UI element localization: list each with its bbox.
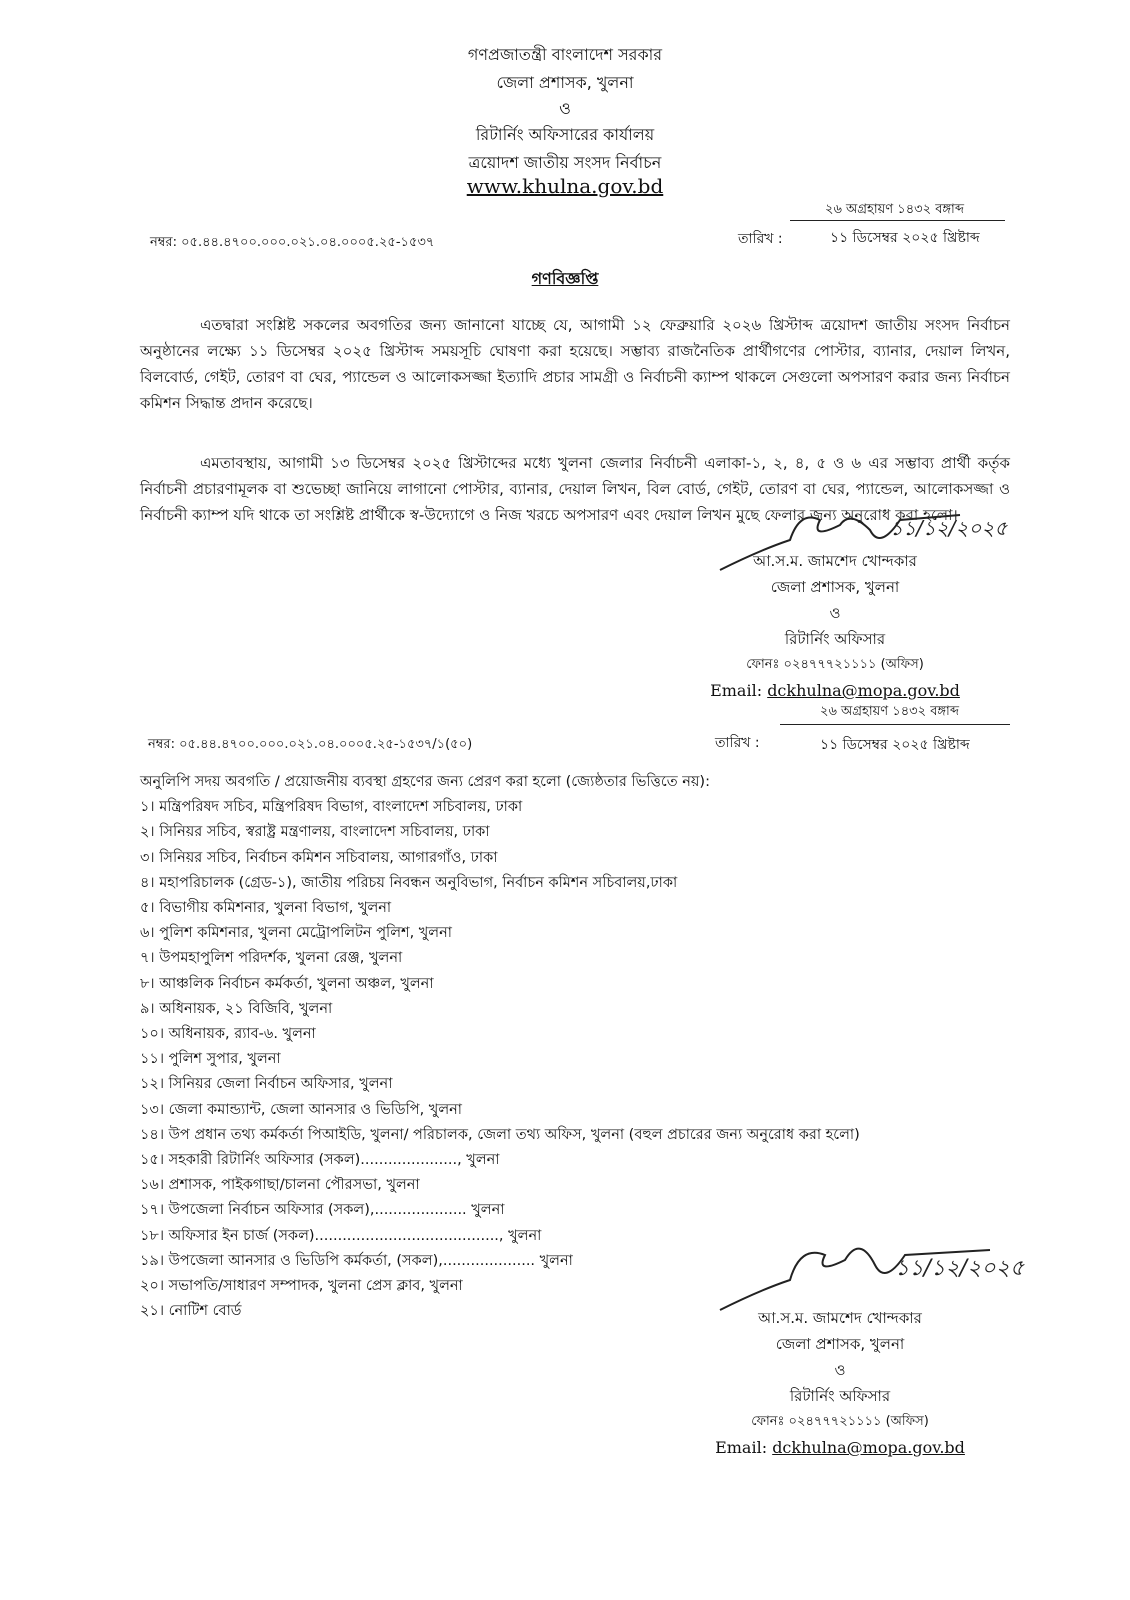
copy-list-item: ১। মন্ত্রিপরিষদ সচিব, মন্ত্রিপরিষদ বিভাগ, বাংলাদেশ সচিবালয়, ঢাকা bbox=[140, 799, 523, 816]
copy-list-item: ১২। সিনিয়র জেলা নির্বাচন অফিসার, খুলনা bbox=[140, 1076, 393, 1093]
copy-list-item: ১৪। উপ প্রধান তথ্য কর্মকর্তা পিআইডি, খুলনা/ পরিচালক, জেলা তথ্য অফিস, খুলনা (বহুল প্রচারের জন্য অনুরোধ করা হলো) bbox=[140, 1126, 860, 1143]
header-and: ও bbox=[559, 99, 571, 118]
memo2-date-bangla: ২৬ অগ্রহায়ণ ১৪৩২ বঙ্গাব্দ bbox=[820, 704, 959, 719]
signatory-phone: ফোনঃ ০২৪৭৭৭২১১১১ (অফিস) bbox=[751, 1414, 929, 1429]
copy-list-item: ১০। অধিনায়ক, র‍্যাব-৬. খুলনা bbox=[140, 1026, 316, 1043]
copy-list-item: ১১। পুলিশ সুপার, খুলনা bbox=[140, 1051, 281, 1068]
copy-list-item: ৩। সিনিয়র সচিব, নির্বাচন কমিশন সচিবালয়, আগারগাঁও, ঢাকা bbox=[140, 849, 498, 866]
copy-list-item: ৭। উপমহাপুলিশ পরিদর্শক, খুলনা রেঞ্জ, খুলনা bbox=[140, 950, 403, 967]
copy-list-item: ১৯। উপজেলা আনসার ও ভিডিপি কর্মকর্তা, (সকল),.................... খুলনা bbox=[140, 1252, 573, 1269]
signature-date: ১১/১২/২০২৫ bbox=[890, 516, 1008, 540]
memo1-date-english: ১১ ডিসেম্বর ২০২৫ খ্রিষ্টাব্দ bbox=[830, 230, 980, 246]
returning-office: রিটার্নিং অফিসারের কার্যালয় bbox=[475, 125, 655, 144]
notice-title bbox=[0, 266, 1130, 293]
signatory-name: আ.স.ম. জামশেদ খোন্দকার bbox=[753, 552, 917, 570]
copy-list-item: ১৮। অফিসার ইন চার্জ (সকল)........................................, খুলনা bbox=[140, 1227, 542, 1244]
email-link[interactable]: dckhulna@mopa.gov.bd bbox=[772, 1438, 965, 1457]
copy-list-item: ১৩। জেলা কমান্ড্যান্ট, জেলা আনসার ও ভিডিপি, খুলনা bbox=[140, 1101, 462, 1118]
copy-list-item: ১৭। উপজেলা নির্বাচন অফিসার (সকল),.................... খুলনা bbox=[140, 1202, 505, 1219]
website-link[interactable]: www.khulna.gov.bd bbox=[466, 174, 664, 198]
copy-list-item: ৮। আঞ্চলিক নির্বাচন কর্মকর্তা, খুলনা অঞ্চল, খুলনা bbox=[140, 975, 434, 992]
signatory-and: ও bbox=[829, 604, 841, 622]
copy-list-item: ৯। অধিনায়ক, ২১ বিজিবি, খুলনা bbox=[140, 1000, 333, 1017]
election-name: ত্রয়োদশ জাতীয় সংসদ নির্বাচন bbox=[468, 153, 662, 172]
paragraph-1: এতদ্বারা সংশ্লিষ্ট সকলের অবগতির জন্য জানানো যাচ্ছে যে, আগামী ১২ ফেব্রুয়ারি ২০২৬ খ্রিস্টাব্দ ত্রয়োদশ জাতীয় সংসদ নির্বাচন অনুষ্ঠানের লক্ষ্যে ১১ ডিসেম্বর ২০২৫ খ্রিস্টাব্দ সময়সূচি ঘোষণা করা হয়েছে। সম্ভাব্য রাজনৈতিক প্রার্থীগণের পোস্টার, ব্যানার, দেয়াল লিখন, বিলবোর্ড, গেইট, তোরণ বা ঘের, প্যান্ডেল ও আলোকসজ্জা ইত্যাদি প্রচার সামগ্রী ও নির্বাচনী ক্যাম্প থাকলে সেগুলো অপসারণ করার জন্য নির্বাচন কমিশন সিদ্ধান্ত প্রদান করেছে। bbox=[140, 316, 1010, 412]
memo2-date-english: ১১ ডিসেম্বর ২০২৫ খ্রিষ্টাব্দ bbox=[820, 737, 970, 753]
memo2-number: নম্বর: ০৫.৪৪.৪৭০০.০০০.০২১.০৪.০০০৫.২৫-১৫৩৭/১(৫০) bbox=[148, 737, 473, 752]
memo1-number: নম্বর: ০৫.৪৪.৪৭০০.০০০.০২১.০৪.০০০৫.২৫-১৫৩৭ bbox=[150, 235, 435, 250]
date-divider bbox=[790, 220, 1005, 221]
copy-list-item: ৫। বিভাগীয় কমিশনার, খুলনা বিভাগ, খুলনা bbox=[140, 900, 392, 917]
signatory-designation-2: রিটার্নিং অফিসার bbox=[784, 630, 886, 648]
memo1-date-label: তারিখ : bbox=[738, 231, 783, 247]
paragraph-2: এমতাবস্থায়, আগামী ১৩ ডিসেম্বর ২০২৫ খ্রিস্টাব্দের মধ্যে খুলনা জেলার নির্বাচনী এলাকা-১, ২, ৪, ৫ ও ৬ এর সম্ভাব্য প্রার্থী কর্তৃক নির্বাচনী প্রচারণামূলক বা শুভেচ্ছা জানিয়ে লাগানো পোস্টার, ব্যানার, দেয়াল লিখন, বিল বোর্ড, গেইট, তোরণ বা ঘের, প্যান্ডেল, আলোকসজ্জা ও নির্বাচনী ক্যাম্প যদি থাকে তা সংশ্লিষ্ট প্রার্থীকে স্ব-উদ্যোগে ও নিজ খরচে অপসারণ এবং দেয়াল লিখন মুছে ফেলার জন্য অনুরোধ করা হলো। bbox=[140, 454, 1010, 524]
signatory-and: ও bbox=[834, 1361, 846, 1379]
signatory-name: আ.স.ম. জামশেদ খোন্দকার bbox=[758, 1309, 922, 1327]
copy-list-item: ৪। মহাপরিচালক (গ্রেড-১), জাতীয় পরিচয় নিবন্ধন অনুবিভাগ, নির্বাচন কমিশন সচিবালয়,ঢাকা bbox=[140, 874, 678, 891]
signatory-email-line bbox=[695, 1435, 985, 1461]
copy-list-item: ১৬। প্রশাসক, পাইকগাছা/চালনা পৌরসভা, খুলনা bbox=[140, 1177, 420, 1194]
date-divider-2 bbox=[780, 724, 1010, 725]
copy-list-item: ৬। পুলিশ কমিশনার, খুলনা মেট্রোপলিটন পুলিশ, খুলনা bbox=[140, 925, 452, 942]
signatory-email-line bbox=[690, 678, 980, 704]
copy-list-item: ১৫। সহকারী রিটার্নিং অফিসার (সকল)....................., খুলনা bbox=[140, 1152, 500, 1169]
email-link[interactable]: dckhulna@mopa.gov.bd bbox=[767, 681, 960, 700]
copy-list-item: ২০। সভাপতি/সাধারণ সম্পাদক, খুলনা প্রেস ক্লাব, খুলনা bbox=[140, 1278, 463, 1295]
signatory-phone: ফোনঃ ০২৪৭৭৭২১১১১ (অফিস) bbox=[746, 657, 924, 672]
signatory-designation-2: রিটার্নিং অফিসার bbox=[789, 1387, 891, 1405]
signatory-block-1 bbox=[690, 548, 980, 704]
email-label: Email: bbox=[710, 681, 763, 700]
copy-intro: অনুলিপি সদয় অবগতি / প্রয়োজনীয় ব্যবস্থা গ্রহণের জন্য প্রেরণ করা হলো (জ্যেষ্ঠতার ভিত্তিতে নয়): bbox=[140, 774, 710, 790]
office-name: জেলা প্রশাসক, খুলনা bbox=[496, 73, 634, 92]
copy-list-item: ২১। নোটিশ বোর্ড bbox=[140, 1303, 242, 1320]
notice-title-text: গণবিজ্ঞপ্তি bbox=[531, 269, 599, 288]
signatory-block-2 bbox=[695, 1305, 985, 1461]
memo2-date-label: তারিখ : bbox=[715, 735, 760, 751]
govt-name: গণপ্রজাতন্ত্রী বাংলাদেশ সরকার bbox=[467, 45, 663, 64]
signatory-designation: জেলা প্রশাসক, খুলনা bbox=[775, 1335, 905, 1353]
email-label: Email: bbox=[715, 1438, 768, 1457]
memo1-date-bangla: ২৬ অগ্রহায়ণ ১৪৩২ বঙ্গাব্দ bbox=[825, 202, 964, 217]
signature-date-2: ১১/১২/২০২৫ bbox=[895, 1256, 1025, 1281]
copy-list-item: ২। সিনিয়র সচিব, স্বরাষ্ট্র মন্ত্রণালয়, বাংলাদেশ সচিবালয়, ঢাকা bbox=[140, 824, 490, 841]
signatory-designation: জেলা প্রশাসক, খুলনা bbox=[770, 578, 900, 596]
